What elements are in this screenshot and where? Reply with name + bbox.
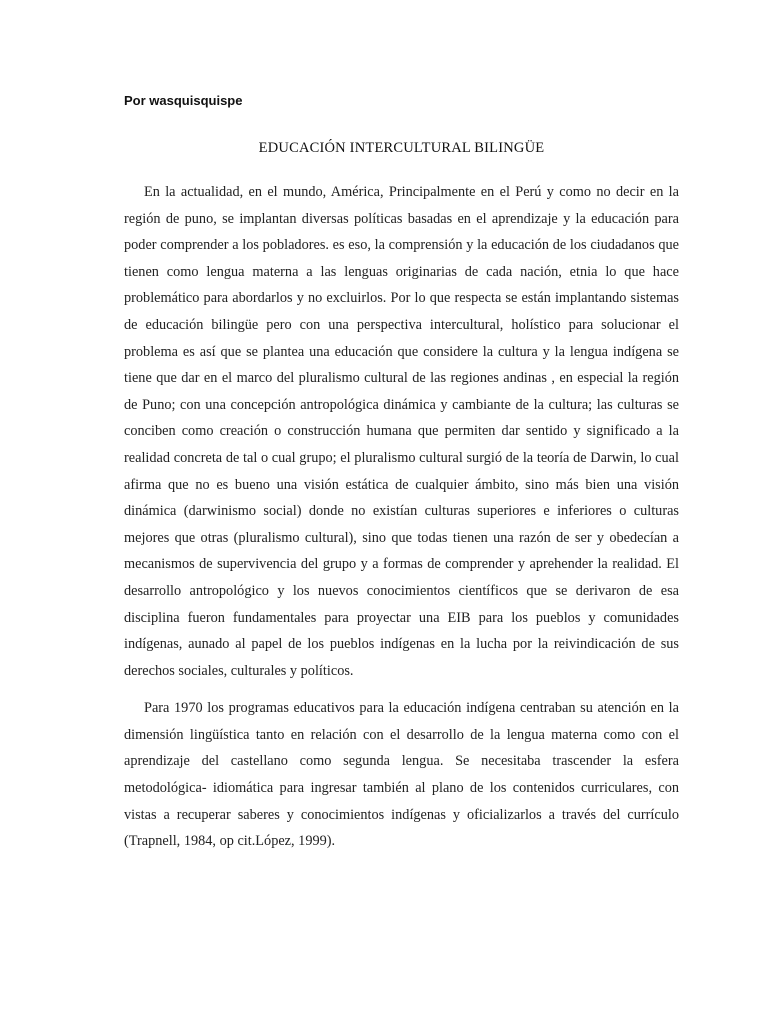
paragraph-2: Para 1970 los programas educativos para la educación indígena centraban su atención en la dimensión lingüística tanto en relación con el desarrollo de la lengua materna como con el aprendizaje del castellano como segunda lengua. Se necesitaba trascender la esfera metodológica- idiomática para ingresar también al plano de los contenidos curriculares, con vistas a recuperar saberes y conocimientos indígenas y oficializarlos a través del currículo (Trapnell, 1984, op cit.López, 1999).	[124, 700, 679, 850]
document-body	[124, 179, 679, 855]
paragraph-1: En la actualidad, en el mundo, América, Principalmente en el Perú y como no decir en la región de puno, se implantan diversas políticas basadas en el aprendizaje y la educación para poder comprender a los pobladores. es eso, la comprensión y la educación de los ciudadanos que tienen como lengua materna a las lenguas originarias de cada nación, etnia lo que hace problemático para abordarlos y no excluirlos. Por lo que respecta se están implantando sistemas de educación bilingüe pero con una perspectiva intercultural, holístico para solucionar el problema es así que se plantea una educación que considere la cultura y la lengua indígena se tiene que dar en el marco del pluralismo cultural de las regiones andinas , en especial la región de Puno; con una concepción antropológica dinámica y cambiante de la cultura; las culturas se conciben como creación o construcción humana que permiten dar sentido y significado a la realidad concreta de tal o cual grupo; el pluralismo cultural surgió de la teoría de Darwin, lo cual afirma que no es bueno una visión estática de cualquier ámbito, sino más bien una visión dinámica (darwinismo social) donde no existían culturas superiores e inferiores o culturas mejores que otras (pluralismo cultural), sino que todas tienen una razón de ser y obedecían a mecanismos de supervivencia del grupo y a formas de comprender y aprehender la realidad. El desarrollo antropológico y los nuevos conocimientos científicos que se derivaron de esa disciplina fueron fundamentales para proyectar una EIB para los pueblos y comunidades indígenas, aunado al papel de los pueblos indígenas en la lucha por la reivindicación de sus derechos sociales, culturales y políticos.	[124, 184, 679, 679]
author-line: Por wasquisquispe	[124, 93, 243, 108]
document-title: EDUCACIÓN INTERCULTURAL BILINGÜE	[258, 140, 545, 156]
